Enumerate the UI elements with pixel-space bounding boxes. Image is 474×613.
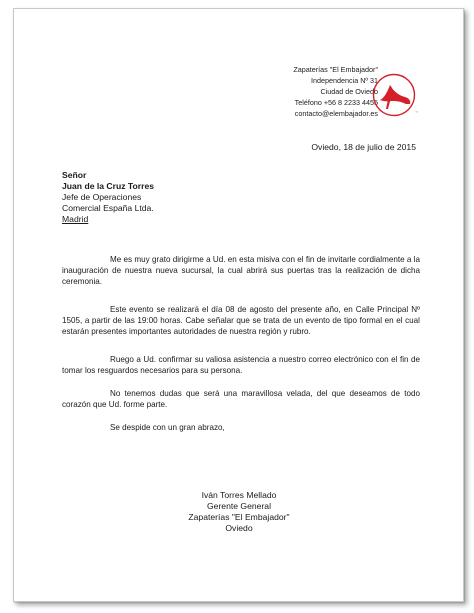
svg-text:™: ™ [415, 111, 419, 115]
letter-page [13, 8, 464, 602]
signature-title: Gerente General [206, 501, 271, 511]
company-phone: Teléfono +56 8 2233 4455 [294, 98, 378, 107]
body-paragraph-1 [62, 254, 420, 287]
recipient-title: Jefe de Operaciones [62, 192, 142, 202]
recipient-city: Madrid [62, 214, 89, 224]
letter-date: Oviedo, 18 de julio de 2015 [311, 142, 416, 152]
signature-name: Iván Torres Mellado [201, 490, 277, 500]
high-heel-shoe-icon [372, 71, 420, 119]
body-paragraph-3 [62, 354, 420, 376]
company-name: Zapaterías "El Embajador" [293, 65, 378, 74]
company-city: Ciudad de Oviedo [320, 87, 378, 96]
company-address: Independencia Nº 31 [311, 76, 378, 85]
recipient-block [62, 170, 154, 225]
recipient-salutation: Señor [62, 170, 87, 180]
signature-city: Oviedo [225, 523, 253, 533]
signature-block [164, 490, 314, 534]
company-header [258, 64, 378, 119]
paragraph-text: Ruego a Ud. confirmar su valiosa asistencia a nuestro correo electrónico con el fin de tomar los resguardos necesarios para su persona. [62, 355, 420, 375]
company-email[interactable]: contacto@elembajador.es [294, 109, 378, 118]
closing-line [62, 422, 420, 433]
paragraph-text: Me es muy grato dirigirme a Ud. en esta misiva con el fin de invitarle cordialmente a la inauguración de nuestra nueva sucursal, la cual abrirá sus puertas tras la realización de dicha ceremonia. [62, 255, 420, 286]
body-paragraph-4 [62, 388, 420, 410]
body-paragraph-2 [62, 304, 420, 337]
recipient-name: Juan de la Cruz Torres [62, 181, 155, 191]
signature-company: Zapaterías "El Embajador" [188, 512, 290, 522]
paragraph-text: Este evento se realizará el día 08 de agosto del presente año, en Calle Principal Nº 1505, a partir de las 19:00 horas. Cabe señalar que se trata de un evento de tipo formal en el cual estarán presentes importantes autoridades de nuestra región y rubro. [62, 305, 420, 336]
paragraph-text: No tenemos dudas que será una maravillosa velada, del que deseamos de todo corazón que Ud. forme parte. [62, 389, 420, 409]
recipient-company: Comercial España Ltda. [62, 203, 154, 213]
paragraph-text: Se despide con un gran abrazo, [110, 423, 225, 432]
